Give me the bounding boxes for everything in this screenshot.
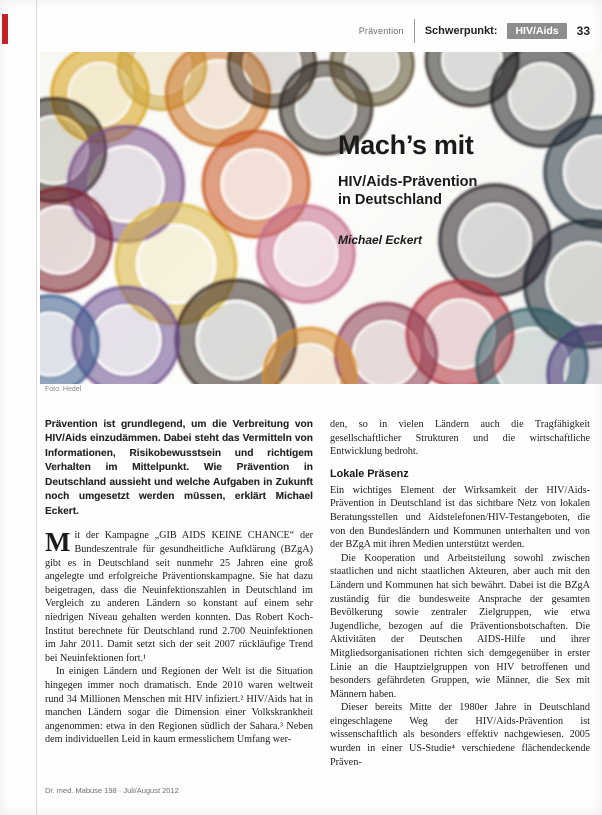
paragraph-2: In einigen Ländern und Regionen der Welt ist die Situation hingegen immer noch dramatisch. Ende 2010 waren weltweit rund 34 Millionen Menschen mit HIV infiziert.² HIV/Aids hat in manchen Ländern sogar die Dimension einer Volkskrankheit angenommen: etwa in den Regionen südlich der Sahara.³ Neben dem individuellen Leid in kaum ermesslichem Umfang wer- [45, 666, 313, 746]
subheading-lokale-praesenz: Lokale Präsenz [330, 467, 409, 480]
header-topic-badge: HIV/Aids [507, 23, 566, 39]
header-divider [414, 19, 415, 43]
standfirst: Prävention ist grundlegend, um die Verbreitung von HIV/Aids einzudämmen. Dabei steht das Vermitteln von Informationen, Risikobewusstsein und richtigem Verhalten im Mittelpunkt. Wie Prävention in Deutschland aussieht und welche Aufgaben in Zukunft noch umgesetzt werden müssen, erklärt Michael Eckert. [45, 419, 313, 517]
article-body [45, 418, 590, 776]
article-subtitle-line1: HIV/Aids-Prävention [338, 174, 478, 190]
journal-footer: Dr. med. Mabuse 198 · Juli/August 2012 [45, 786, 179, 795]
paragraph-3: Ein wichtiges Element der Wirksamkeit der HIV/Aids-Prävention in Deutschland ist das sichtbare Netz von lokalen Beratungsstellen und Aidstelefonen/HIV-Testangeboten, die von den Bundesländern und Kommunen unterhalten und von der BZgA mit ihren Medien unterstützt werden. [330, 484, 590, 551]
column-left [45, 418, 313, 776]
paragraph-1-text: it der Kampagne „GIB AIDS KEINE CHANCE“ der Bundeszentrale für gesundheitliche Aufklärung (BZgA) gibt es in Deutschland seit nunmehr 25 Jahren eine groß angelegte und erfolgreiche Präventionskampagne. Sie hat dazu beigetragen, dass die Neuinfektionszahlen in Deutschland im Vergleich zu anderen Ländern so konstant auf einem sehr niedrigen Niveau gehalten werden konnten. Das Robert Koch-Institut berechnete für Deutschland rund 2.700 Neuinfektionen im Jahr 2011. Damit setzt sich der seit 2007 rückläufige Trend bei Neuinfektionen fort.¹ [45, 530, 313, 664]
paragraph-4: Die Kooperation und Arbeitsteilung sowohl zwischen staatlichen und nicht staatlichen Akteuren, aber auch mit den Ländern und Kommunen hat sich bewährt. Dabei ist die BZgA zuständig für die bundesweite Ansprache der gesamten Bevölkerung sowie zentraler Zielgruppen, wie etwa Jugendliche, bezogen auf die Präventionsbotschaften. Die Aktivitäten der Deutschen AIDS-Hilfe und ihrer Mitgliedsorganisationen richten sich demgegenüber in erster Linie an die Hauptzielgruppen von HIV betroffenen und besonders gefährdeten Gruppen, wie Männer, die Sex mit Männern haben. [330, 552, 590, 700]
page-header [40, 18, 590, 44]
paragraph-5: Dieser bereits Mitte der 1980er Jahre in Deutschland eingeschlagene Weg der HIV/Aids-Prävention ist wissenschaftlich als besonders effektiv nachgewiesen. 2005 wurden in einer US-Studie⁴ verschiedene flächendeckende Präven- [330, 702, 590, 768]
article-subtitle [338, 173, 588, 209]
page-number: 33 [576, 24, 590, 38]
header-focus-label: Schwerpunkt: [424, 25, 498, 37]
red-accent-mark [2, 14, 8, 44]
article-subtitle-line2: in Deutschland [338, 192, 442, 209]
column-right [330, 418, 590, 776]
article-title: Mach’s mit [338, 130, 474, 160]
scan-edge-line [36, 0, 37, 815]
article-title-block [338, 130, 588, 247]
photo-credit: Foto: Hedel [45, 386, 82, 393]
paragraph-continuation: den, so in vielen Ländern auch die Tragfähigkeit gesellschaftlicher Strukturen und die wirtschaftliche Entwicklung bedroht. [330, 419, 590, 458]
paragraph-1 [45, 529, 313, 665]
dropcap-letter: M [45, 527, 71, 558]
header-section-label: Prävention [358, 26, 404, 36]
article-author: Michael Eckert [338, 233, 423, 248]
